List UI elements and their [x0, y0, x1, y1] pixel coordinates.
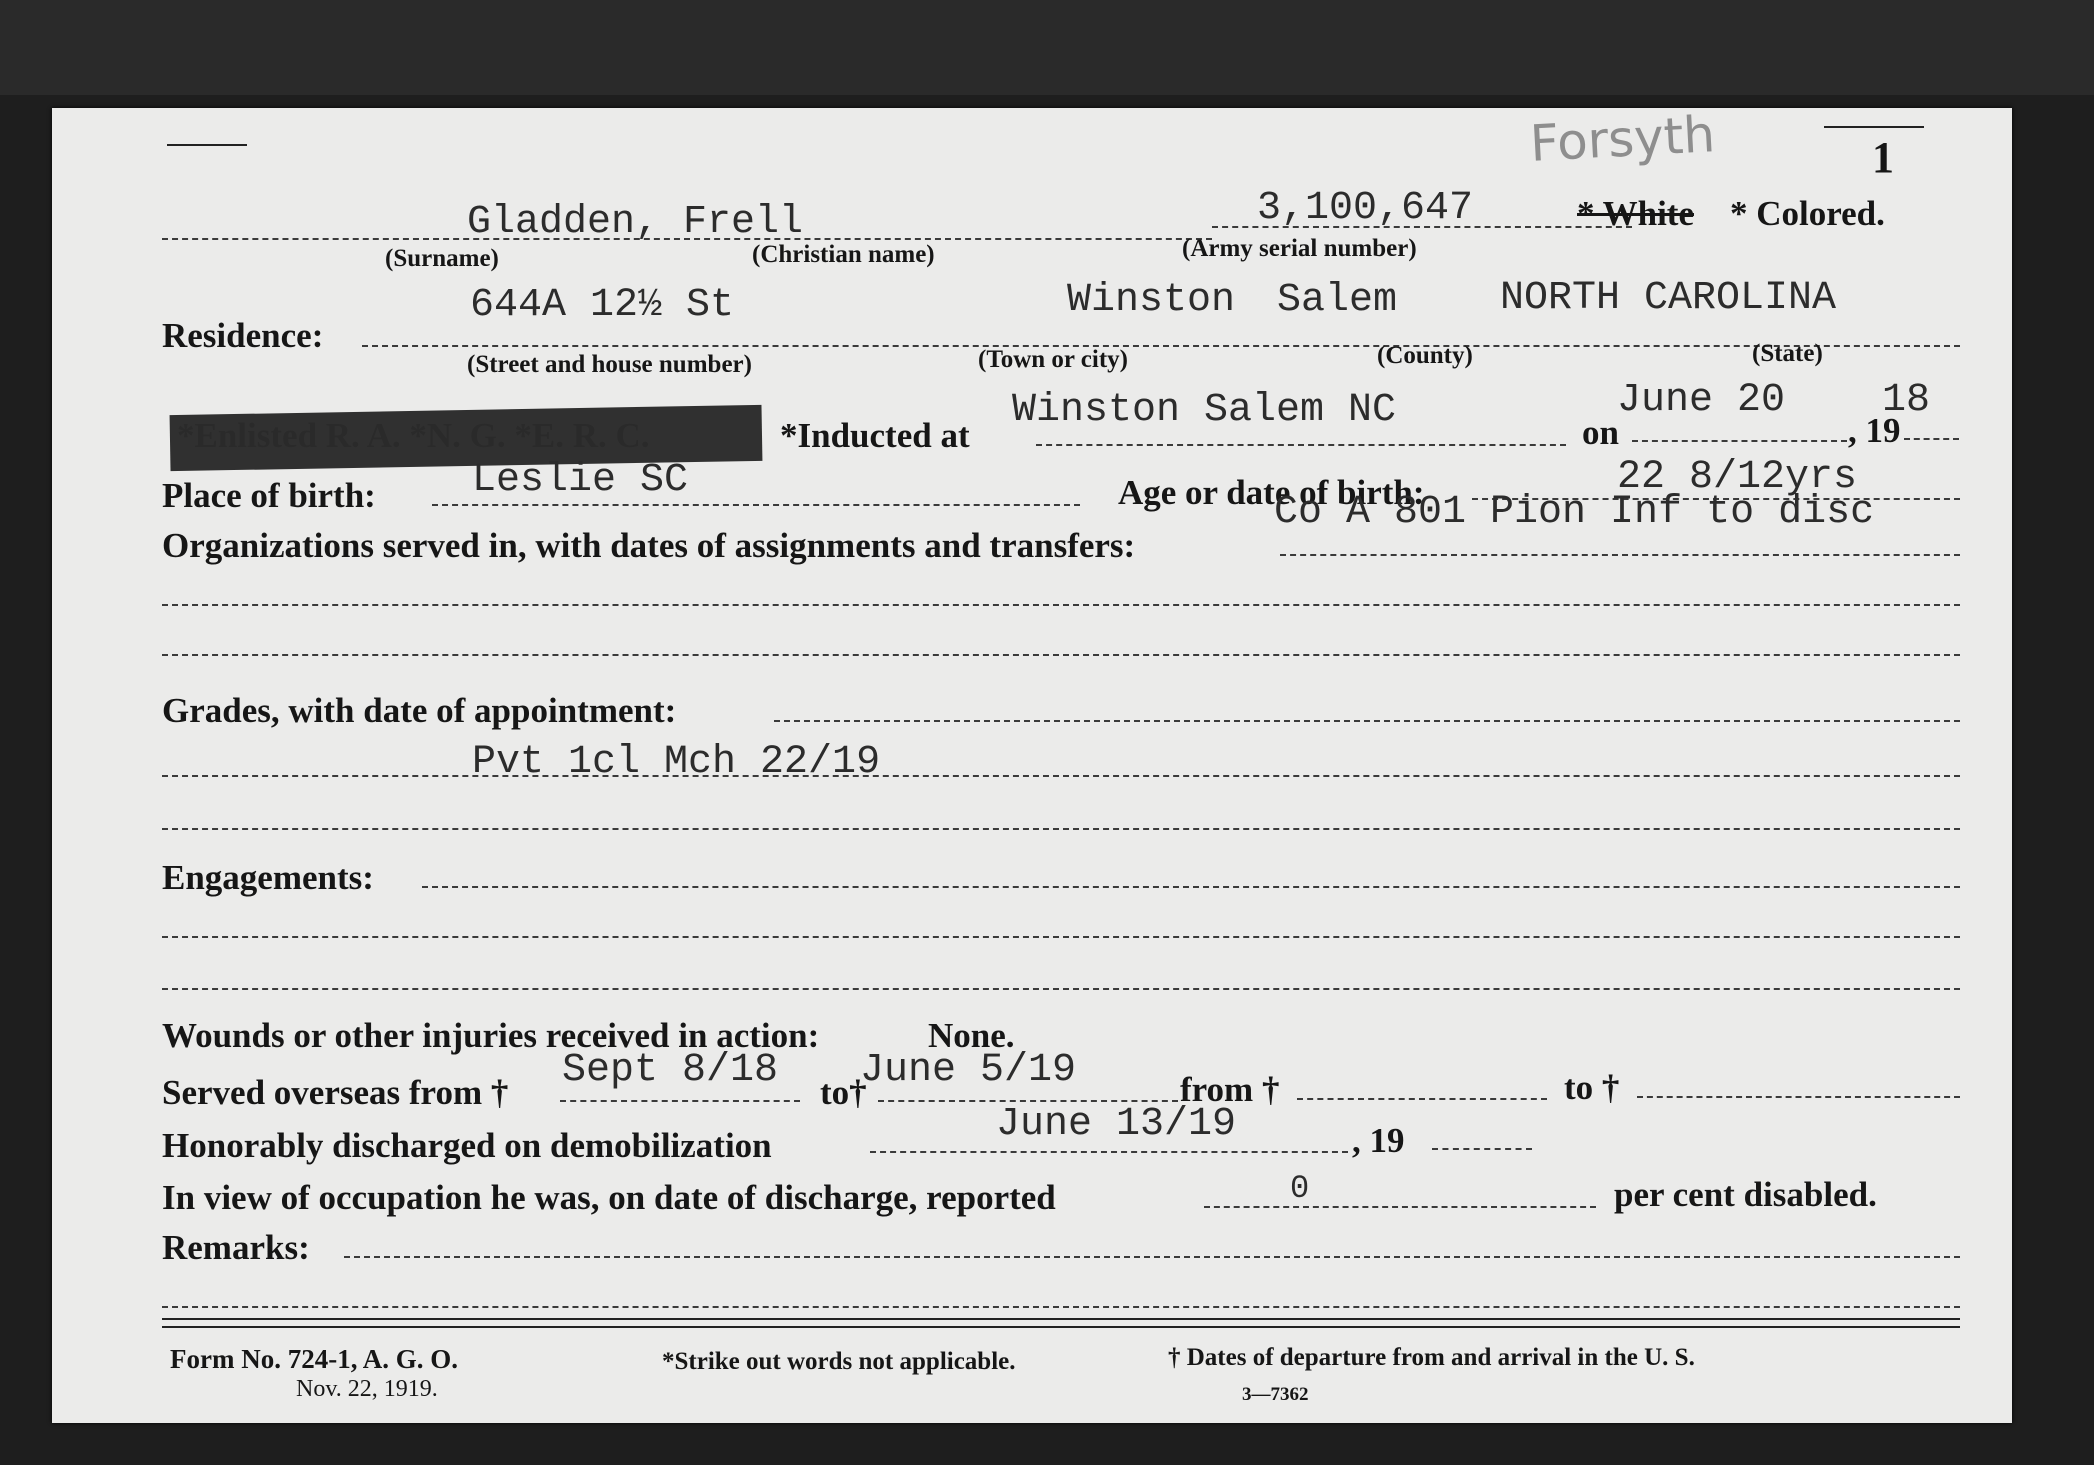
engagements-line-3: [162, 988, 1960, 990]
inducted-label: *Inducted at: [780, 416, 970, 455]
residence-street: 644A 12½ St: [470, 283, 735, 328]
induction-year: 18: [1882, 378, 1931, 423]
residence-label: Residence:: [162, 316, 324, 355]
overseas-from-line: [560, 1100, 800, 1102]
overseas-to-label: to†: [820, 1073, 867, 1112]
induction-date: June 20: [1617, 378, 1786, 423]
county-handwritten-annotation: Forsyth: [1528, 105, 1717, 173]
on-label: on: [1582, 413, 1619, 452]
race-white-struck: * White: [1577, 194, 1694, 233]
birthplace-line: [432, 504, 1080, 506]
remarks-line-2: [162, 1306, 1960, 1308]
overseas-from2-line: [1297, 1098, 1547, 1100]
disability-line: [1204, 1206, 1596, 1208]
serial-caption: (Army serial number): [1182, 235, 1417, 262]
overseas-from-date: Sept 8/18: [562, 1048, 779, 1093]
service-record-card: [52, 105, 2012, 1423]
discharge-date: June 13/19: [996, 1102, 1237, 1147]
street-caption: (Street and house number): [467, 351, 752, 378]
age-value: 22 8/12yrs: [1617, 455, 1858, 500]
org-line-1: [1280, 554, 1960, 556]
corner-mark: [167, 144, 247, 146]
org-line-2: [162, 604, 1960, 606]
grades-line-2: [162, 775, 1960, 777]
residence-city: Winston Salem: [1067, 278, 1398, 323]
engagements-line-2: [162, 936, 1960, 938]
town-caption: (Town or city): [978, 346, 1128, 373]
wounds-value: None.: [928, 1016, 1015, 1055]
form-date: Nov. 22, 1919.: [296, 1376, 438, 1402]
grades-line-3: [162, 828, 1960, 830]
overseas-from2-label: from †: [1180, 1070, 1280, 1109]
engagements-label: Engagements:: [162, 858, 374, 897]
scan-background: [0, 0, 2094, 95]
overseas-to2-line: [1637, 1096, 1960, 1098]
corner-mark: [1824, 126, 1924, 128]
grades-line-1: [774, 720, 1960, 722]
discharge-date-line: [870, 1151, 1348, 1153]
served-overseas-label: Served overseas from †: [162, 1073, 509, 1112]
state-caption: (State): [1752, 340, 1823, 367]
organizations-label: Organizations served in, with dates of assignments and transfers:: [162, 526, 1136, 565]
county-caption: (County): [1377, 342, 1473, 369]
engagements-line-1: [422, 886, 1960, 888]
remarks-line-1: [344, 1256, 1960, 1258]
inducted-place-line: [1036, 444, 1566, 446]
christian-name-caption: (Christian name): [752, 241, 935, 268]
soldier-name: Gladden, Frell: [467, 200, 804, 245]
card-number: 1: [1872, 133, 1894, 182]
strike-note: *Strike out words not applicable.: [662, 1348, 1016, 1375]
race-colored: * Colored.: [1730, 194, 1885, 233]
wounds-label: Wounds or other injuries received in action:: [162, 1016, 820, 1055]
disability-label: In view of occupation he was, on date of discharge, reported: [162, 1178, 1056, 1217]
place-of-birth: Leslie SC: [472, 458, 689, 503]
form-number: Form No. 724-1, A. G. O.: [170, 1344, 458, 1374]
discharge-year-line: [1432, 1148, 1532, 1150]
discharge-label: Honorably discharged on demobilization: [162, 1126, 772, 1165]
remarks-label: Remarks:: [162, 1228, 310, 1267]
year-line: [1904, 438, 1959, 440]
army-serial-number: 3,100,647: [1257, 186, 1474, 231]
org-line-3: [162, 654, 1960, 656]
footer-rule-2: [162, 1326, 1960, 1328]
footer-rule-1: [162, 1318, 1960, 1320]
surname-caption: (Surname): [385, 245, 499, 272]
disability-suffix: per cent disabled.: [1614, 1175, 1877, 1214]
residence-state: NORTH CAROLINA: [1500, 276, 1837, 321]
organizations-entry: Co A 801 Pion Inf to disc: [1274, 490, 1875, 535]
print-code: 3—7362: [1242, 1384, 1309, 1405]
disability-value: 0: [1290, 1170, 1310, 1207]
year-prefix: , 19: [1848, 411, 1901, 450]
inducted-place: Winston Salem NC: [1012, 388, 1397, 433]
age-label: Age or date of birth:: [1118, 473, 1425, 512]
place-of-birth-label: Place of birth:: [162, 476, 376, 515]
induction-date-line: [1632, 440, 1847, 442]
grades-entry: Pvt 1cl Mch 22/19: [472, 740, 881, 785]
overseas-to-date: June 5/19: [860, 1048, 1077, 1093]
overseas-to2-label: to †: [1564, 1068, 1620, 1107]
residence-line: [362, 345, 1960, 347]
grades-label: Grades, with date of appointment:: [162, 691, 677, 730]
dagger-note: † Dates of departure from and arrival in the U. S.: [1168, 1344, 1695, 1371]
discharge-year-prefix: , 19: [1352, 1121, 1405, 1160]
